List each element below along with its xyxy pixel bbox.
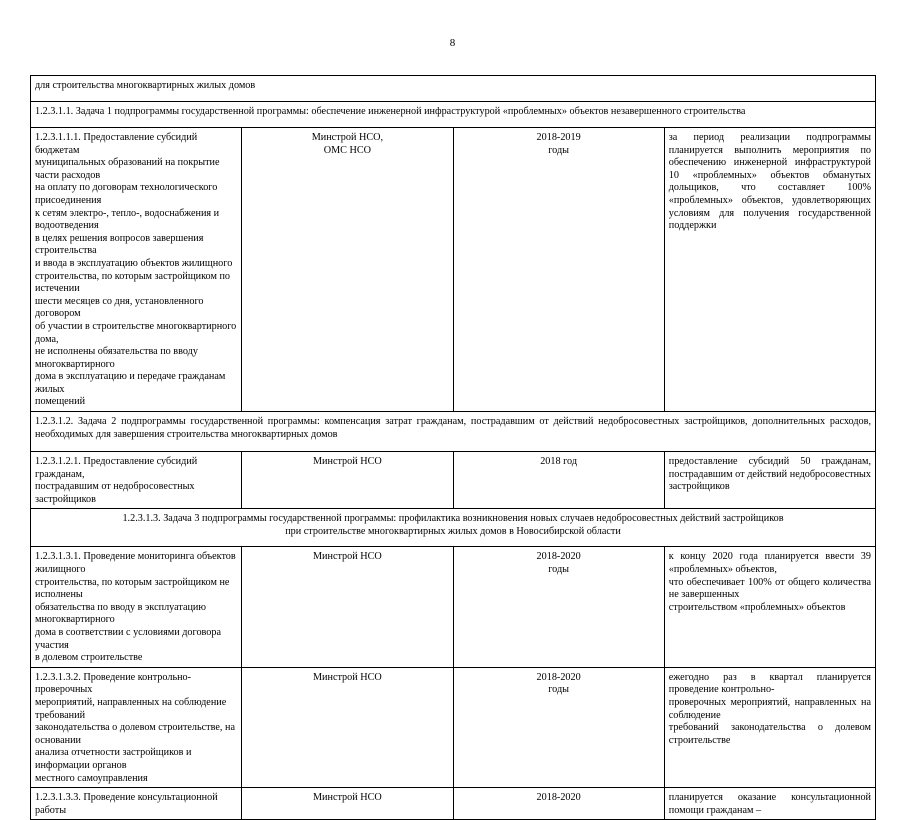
table-row <box>31 128 876 412</box>
activity-cell: 1.2.3.1.2.1. Предоставление субсидий гражданам, пострадавшим от недобросовестных застройщиков <box>31 452 242 509</box>
activity-cell: 1.2.3.1.3.1. Проведение мониторинга объектов жилищного строительства, по которым застройщиком не исполнены обязательства по вводу в эксплуатацию многоквартирного дома в соответствии с условиями договора участия в долевом строительстве <box>31 547 242 667</box>
activity-cell: 1.2.3.1.3.2. Проведение контрольно-проверочных мероприятий, направленных на соблюдение требований законодательства о долевом строительстве, на основании анализа отчетности застройщиков и информации органов местного самоуправления <box>31 667 242 787</box>
measures-table <box>30 75 876 820</box>
executor-cell: Минстрой НСО, ОМС НСО <box>242 128 453 412</box>
executor-cell: Минстрой НСО <box>242 788 453 820</box>
term-cell: 2018-2020 <box>453 788 664 820</box>
page-number: 8 <box>449 37 456 49</box>
table-row <box>31 412 876 452</box>
table-row <box>31 547 876 667</box>
activity-cell: 1.2.3.1.3.3. Проведение консультационной работы <box>31 788 242 820</box>
term-cell: 2018-2019 годы <box>453 128 664 412</box>
term-cell: 2018 год <box>453 452 664 509</box>
table-row <box>31 509 876 547</box>
activity-cell: 1.2.3.1.1.1. Предоставление субсидий бюджетам муниципальных образований на покрытие части расходов на оплату по договорам технологического присоединения к сетям электро-, тепло-, водоснабжения и водоотведения в целях решения вопросов завершения строительства и ввода в эксплуатацию объектов жилищного строительства, по которым застройщиком по истечении шести месяцев со дня, установленного договором об участии в строительстве многоквартирного дома, не исполнены обязательства по вводу многоквартирного дома в эксплуатацию и передаче гражданам жилых помещений <box>31 128 242 412</box>
table-row <box>31 102 876 128</box>
term-cell: 2018-2020 годы <box>453 547 664 667</box>
result-cell: за период реализации подпрограммы планируется выполнить мероприятия по обеспечению инженерной инфраструктурой 10 «проблемных» объектов обманутых дольщиков, что составляет 100% «проблемных» объектов, удовлетворяющих условиям для получения государственной поддержки <box>664 128 875 412</box>
result-cell: планируется оказание консультационной помощи гражданам – <box>664 788 875 820</box>
task-heading: 1.2.3.1.1. Задача 1 подпрограммы государственной программы: обеспечение инженерной инфраструктурой «проблемных» объектов незавершенного строительства <box>31 102 876 128</box>
table-row <box>31 452 876 509</box>
task-heading: 1.2.3.1.3. Задача 3 подпрограммы государственной программы: профилактика возникновения новых случаев недобросовестных действий застройщиков при строительстве многоквартирных жилых домов в Новосибирской области <box>31 509 876 547</box>
result-cell: предоставление субсидий 50 гражданам, пострадавшим от действий недобросовестных застройщиков <box>664 452 875 509</box>
executor-cell: Минстрой НСО <box>242 452 453 509</box>
executor-cell: Минстрой НСО <box>242 547 453 667</box>
table-row <box>31 76 876 102</box>
table-row <box>31 667 876 787</box>
term-cell: 2018-2020 годы <box>453 667 664 787</box>
task-heading: 1.2.3.1.2. Задача 2 подпрограммы государственной программы: компенсация затрат гражданам, пострадавшим от действий недобросовестных застройщиков, дополнительных расходов, необходимых для завершения строительства многоквартирных домов <box>31 412 876 452</box>
section-continuation: для строительства многоквартирных жилых домов <box>31 76 876 102</box>
table-row <box>31 788 876 820</box>
result-cell: ежегодно раз в квартал планируется проведение контрольно- проверочных мероприятий, направленных на соблюдение требований законодательства о долевом строительстве <box>664 667 875 787</box>
result-cell: к концу 2020 года планируется ввести 39 «проблемных» объектов, что обеспечивает 100% от общего количества не завершенных строительством «проблемных» объектов <box>664 547 875 667</box>
executor-cell: Минстрой НСО <box>242 667 453 787</box>
